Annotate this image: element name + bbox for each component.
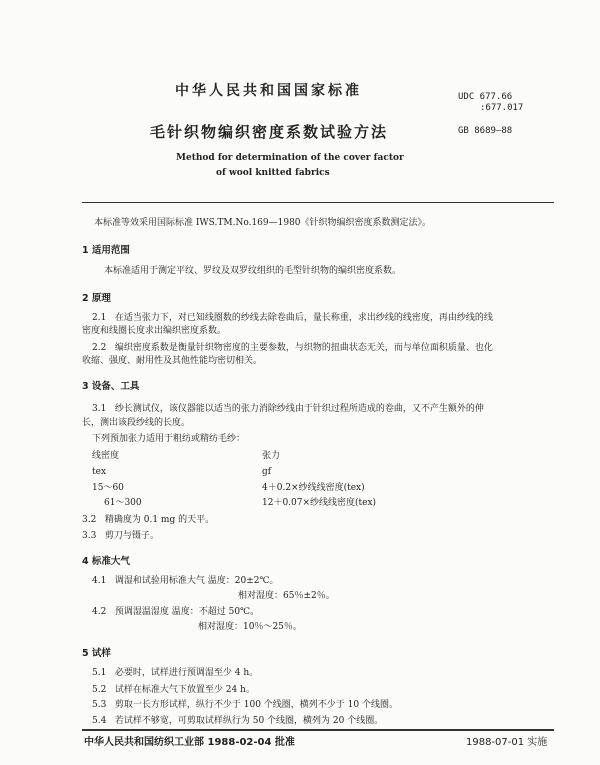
paragraph-2-2-number: 2.2 (92, 343, 107, 353)
tension-table-row2-range: 61～300 (104, 498, 142, 508)
paragraph-3-1-line-3: 下列预加张力适用于粗纺或精纺毛纱： (92, 434, 246, 444)
footer-rule (82, 729, 554, 731)
paragraph-2-2-line-1: 编织密度系数是衡量针织物密度的主要参数，与织物的扭曲状态无关，而与单位面积质量、也化 (114, 343, 493, 353)
paragraph-5-3 (92, 699, 398, 711)
paragraph-3-1-number: 3.1 (92, 404, 107, 414)
paragraph-2-1-number: 2.1 (92, 313, 107, 323)
paragraph-5-2 (92, 684, 255, 696)
tension-table-col2-header: 张力 (262, 451, 281, 461)
paragraph-2-1 (92, 312, 493, 324)
paragraph-4-1-line-2: 相对湿度：65％±2％。 (238, 591, 335, 601)
paragraph-2-2-line-2: 收缩、强度、耐用性及其他性能均密切相关。 (82, 356, 263, 366)
paragraph-5-4 (92, 715, 383, 727)
english-title-line-1: Method for determination of the cover factor (176, 153, 404, 163)
document-title: 毛针织物编织密度系数试验方法 (150, 123, 389, 141)
section-4-heading: 4 标准大气 (82, 556, 130, 567)
paragraph-4-1 (92, 575, 279, 587)
english-title-line-2: of wool knitted fabrics (216, 168, 330, 178)
implementation-date: 1988-07-01 实施 (466, 737, 548, 748)
paragraph-2-1-line-1: 在适当张力下，对已知线圈数的纱线去除卷曲后，量长称重，求出纱线的线密度，再由纱线的线 (114, 313, 493, 323)
paragraph-5-1-text: 必要时，试样进行预调湿至少 4 h。 (114, 668, 259, 678)
paragraph-3-3-number: 3.3 (82, 531, 97, 541)
paragraph-3-3-text: 剪刀与镊子。 (104, 531, 159, 541)
paragraph-4-2-number: 4.2 (92, 607, 107, 617)
section-3-heading: 3 设备、工具 (82, 381, 140, 392)
paragraph-4-2-line-2: 相对湿度：10％～25％。 (198, 622, 302, 632)
paragraph-4-1-number: 4.1 (92, 576, 107, 586)
section-5-heading: 5 试样 (82, 648, 111, 659)
udc-line-2: :677.017 (480, 103, 524, 113)
paragraph-2-1-line-2: 密度和线圈长度求出编织密度系数。 (82, 326, 227, 336)
paragraph-5-1-number: 5.1 (92, 668, 107, 678)
paragraph-5-4-text: 若试样不够宽，可剪取试样纵行为 50 个线圈，横列为 20 个线圈。 (114, 716, 384, 726)
standard-name: 中华人民共和国国家标准 (175, 83, 362, 99)
tension-table-row1-formula: 4＋0.2×纱线线密度(tex) (262, 483, 365, 493)
paragraph-5-2-number: 5.2 (92, 685, 107, 695)
udc-line-1: UDC 677.66 (458, 92, 513, 102)
paragraph-3-2 (82, 514, 214, 526)
paragraph-5-3-text: 剪取一长方形试样，纵行不少于 100 个线圈，横列不少于 10 个线圈。 (114, 700, 398, 710)
paragraph-3-2-text: 精确度为 0.1 mg 的天平。 (104, 515, 215, 525)
gb-number: GB 8689—88 (458, 126, 513, 136)
paragraph-3-1-line-1: 纱长测试仪，该仪器能以适当的张力消除纱线由于针织过程所造成的卷曲，又不产生额外的伸 (114, 404, 484, 414)
paragraph-2-2 (92, 342, 493, 354)
section-1-text: 本标准适用于测定平纹、罗纹及双罗纹组织的毛型针织物的编织密度系数。 (104, 266, 402, 276)
paragraph-4-1-text: 调湿和试验用标准大气 温度：20±2℃。 (114, 576, 279, 586)
tension-table-col2-unit: gf (262, 467, 272, 477)
tension-table-row1-range: 15～60 (92, 483, 124, 493)
tension-table-col1-header: 线密度 (92, 451, 120, 461)
paragraph-5-2-text: 试样在标准大气下放置至少 24 h。 (114, 685, 255, 695)
paragraph-5-1 (92, 667, 258, 679)
header-rule (82, 202, 554, 203)
section-2-heading: 2 原理 (82, 293, 111, 304)
tension-table-row2-formula: 12＋0.07×纱线线密度(tex) (262, 498, 377, 508)
paragraph-4-2-text: 预调湿温湿度 温度：不超过 50℃。 (114, 607, 260, 617)
paragraph-4-2 (92, 606, 259, 618)
tension-table-col1-unit: tex (92, 467, 107, 477)
paragraph-5-3-number: 5.3 (92, 700, 107, 710)
approval-line: 中华人民共和国纺织工业部 1988-02-04 批准 (84, 737, 295, 748)
paragraph-3-1 (92, 403, 484, 415)
paragraph-3-1-line-2: 长，测出该段纱线的长度。 (82, 418, 191, 428)
section-1-heading: 1 适用范围 (82, 245, 130, 256)
udc-code (458, 92, 523, 114)
paragraph-3-3 (82, 530, 159, 542)
paragraph-3-2-number: 3.2 (82, 515, 97, 525)
paragraph-5-4-number: 5.4 (92, 716, 107, 726)
intro-text: 本标准等效采用国际标准 IWS.TM.No.169—1980《针织物编织密度系数测定法》。 (94, 218, 432, 228)
